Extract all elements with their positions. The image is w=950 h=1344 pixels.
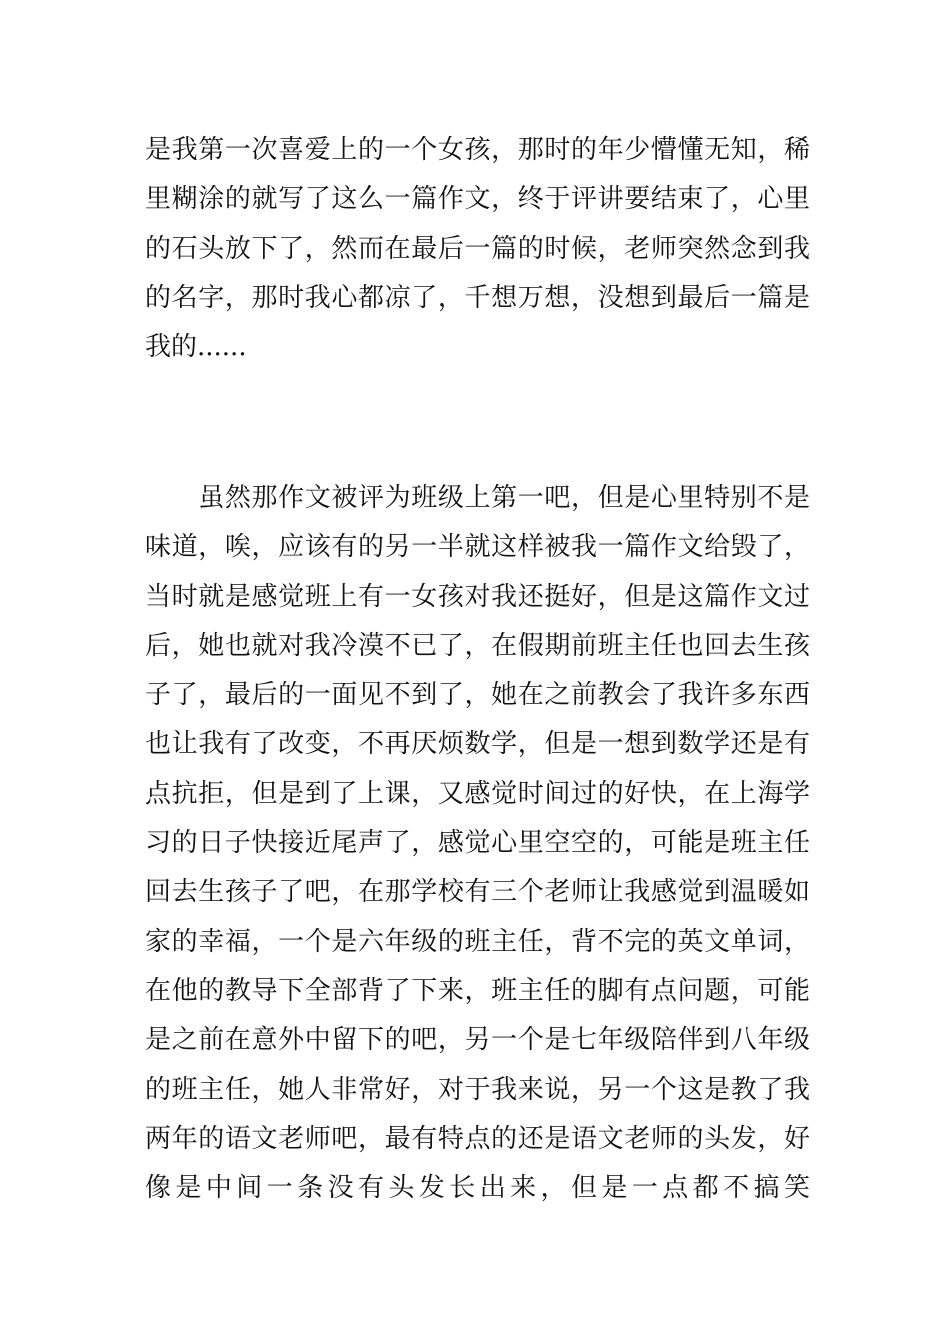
text-line: 是我第一次喜爱上的一个女孩，那时的年少懵懂无知，稀 (145, 135, 810, 165)
text-line: 的名字，那时我心都凉了，千想万想，没想到最后一篇是 (145, 282, 810, 313)
text-line: 虽然那作文被评为班级上第一吧，但是心里特别不是 (145, 483, 810, 513)
text-line: 习的日子快接近尾声了，感觉心里空空的，可能是班主任 (145, 828, 810, 859)
text-line: 也让我有了改变，不再厌烦数学，但是一想到数学还是有 (145, 729, 810, 760)
text-line: 是之前在意外中留下的吧，另一个是七年级陪伴到八年级 (145, 1025, 810, 1056)
text-line: 子了，最后的一面见不到了，她在之前教会了我许多东西 (145, 680, 810, 711)
text-line: 的班主任，她人非常好，对于我来说，另一个这是教了我 (145, 1074, 810, 1105)
text-line: 在他的教导下全部背了下来，班主任的脚有点问题，可能 (145, 975, 810, 1006)
text-line: 点抗拒，但是到了上课，又感觉时间过的好快，在上海学 (145, 778, 810, 809)
text-line: 后，她也就对我冷漠不已了，在假期前班主任也回去生孩 (145, 630, 810, 661)
text-line: 当时就是感觉班上有一女孩对我还挺好，但是这篇作文过 (145, 581, 810, 612)
text-line: 像是中间一条没有头发长出来，但是一点都不搞笑 (145, 1173, 810, 1204)
text-line: 里糊涂的就写了这么一篇作文，终于评讲要结束了，心里 (145, 184, 810, 215)
paragraph-2 (145, 474, 810, 1213)
text-line: 家的幸福，一个是六年级的班主任，背不完的英文单词， (145, 926, 810, 957)
text-line: 两年的语文老师吧，最有特点的还是语文老师的头发，好 (145, 1123, 810, 1154)
text-line: 味道，唉，应该有的另一半就这样被我一篇作文给毁了， (145, 532, 810, 563)
paragraph-1 (145, 126, 810, 372)
text-line: 的石头放下了，然而在最后一篇的时候，老师突然念到我 (145, 233, 810, 264)
text-line: 回去生孩子了吧，在那学校有三个老师让我感觉到温暖如 (145, 877, 810, 908)
text-line: 我的...... (145, 332, 247, 363)
